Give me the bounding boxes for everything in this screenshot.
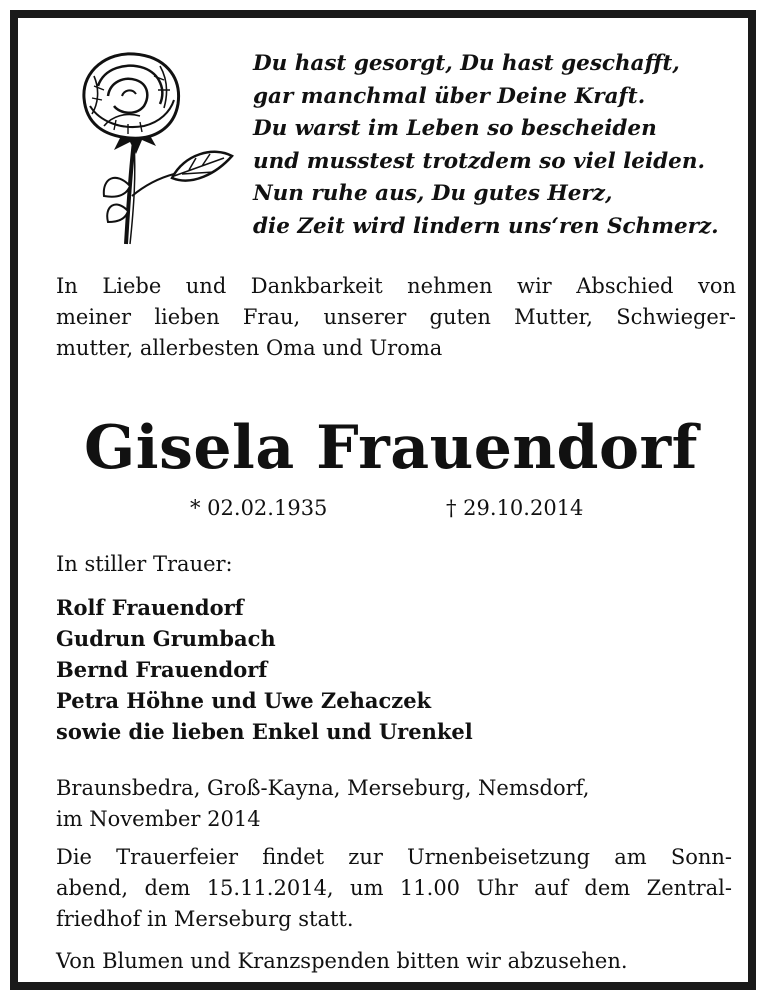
deceased-name: Gisela Frauendorf <box>84 413 698 483</box>
mourner-item: Bernd Frauendorf <box>56 657 268 682</box>
intro-line: mutter, allerbesten Oma und Uroma <box>56 336 443 360</box>
ceremony-line: abend, dem 15.11.2014, um 11.00 Uhr auf dem Zentral- <box>56 876 732 900</box>
ceremony-line: Die Trauerfeier findet zur Urnenbeisetzung am Sonn- <box>56 845 732 869</box>
obituary-frame <box>10 10 756 990</box>
mourners-list <box>56 592 473 747</box>
death-date: † 29.10.2014 <box>446 496 584 520</box>
poem-line: Du hast gesorgt, Du hast geschafft, <box>253 51 680 76</box>
mourner-item: Gudrun Grumbach <box>56 626 276 651</box>
poem <box>253 48 753 243</box>
ceremony-line: friedhof in Merseburg statt. <box>56 907 354 931</box>
mourning-label: In stiller Trauer: <box>56 552 233 576</box>
birth-date: * 02.02.1935 <box>190 496 328 520</box>
intro-text <box>56 271 736 364</box>
mourner-item: Petra Höhne und Uwe Zehaczek <box>56 688 432 713</box>
intro-line: In Liebe und Dankbarkeit nehmen wir Abschied von <box>56 274 736 298</box>
mourner-item: sowie die lieben Enkel und Urenkel <box>56 719 473 744</box>
rose-icon <box>64 46 244 246</box>
place-line: im November 2014 <box>56 807 261 831</box>
poem-line: und musstest trotzdem so viel leiden. <box>253 148 705 174</box>
poem-line: Du warst im Leben so bescheiden <box>253 116 657 141</box>
mourner-item: Rolf Frauendorf <box>56 595 244 620</box>
poem-line: gar manchmal über Deine Kraft. <box>253 83 646 109</box>
poem-line: die Zeit wird lindern uns‘ren Schmerz. <box>253 213 719 239</box>
flowers-note: Von Blumen und Kranzspenden bitten wir abzusehen. <box>56 949 628 973</box>
place-date <box>56 773 589 835</box>
ceremony-info <box>56 842 732 935</box>
intro-line: meiner lieben Frau, unserer guten Mutter, Schwieger- <box>56 305 736 329</box>
place-line: Braunsbedra, Groß-Kayna, Merseburg, Nemsdorf, <box>56 776 590 800</box>
poem-line: Nun ruhe aus, Du gutes Herz, <box>253 181 613 206</box>
